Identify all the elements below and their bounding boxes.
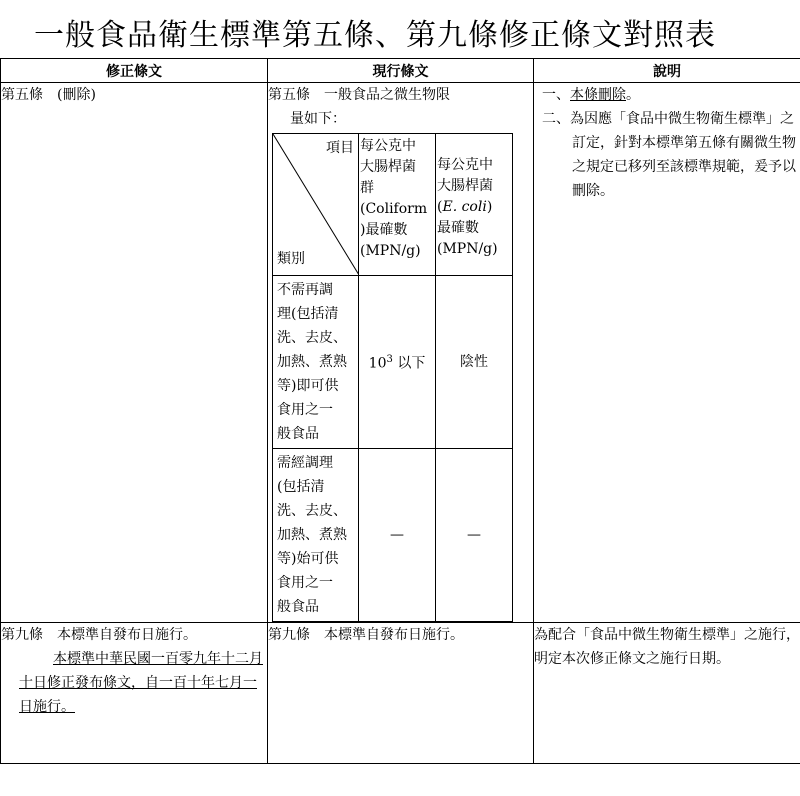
coliform-value-needs-cooking: — bbox=[359, 449, 436, 622]
table-row bbox=[273, 449, 513, 622]
category-label: 類別 bbox=[277, 251, 305, 267]
category-needs-cooking: 需經調理 (包括清 洗、去皮、 加熱、煮熟 等)始可供 食用之一 般食品 bbox=[273, 449, 359, 622]
article9-revised-p1: 第九條 本標準自發布日施行。 bbox=[1, 627, 197, 643]
header-current: 現行條文 bbox=[268, 59, 534, 83]
article5-revised-cell bbox=[1, 83, 268, 623]
article9-explanation-cell bbox=[534, 623, 800, 764]
category-ready-to-eat: 不需再調 理(包括清 洗、去皮、 加熱、煮熟 等)即可供 食用之一 般食品 bbox=[273, 276, 359, 449]
article9-current-text: 第九條 本標準自發布日施行。 bbox=[268, 627, 464, 643]
coliform-header: 每公克中 大腸桿菌 群 (Coliform )最確數 (MPN/g) bbox=[359, 134, 436, 276]
article9-current-cell bbox=[268, 623, 534, 764]
ecoli-value-ready-to-eat: 陰性 bbox=[436, 276, 513, 449]
article9-row bbox=[1, 623, 800, 764]
diagonal-header-cell bbox=[273, 134, 359, 276]
header-revised: 修正條文 bbox=[1, 59, 268, 83]
table-row bbox=[273, 276, 513, 449]
microbe-limit-table bbox=[272, 133, 513, 622]
article9-revised-cell bbox=[1, 623, 268, 764]
item-label: 項目 bbox=[326, 140, 354, 156]
coliform-value-ready-to-eat: $10^3$ 以下 bbox=[359, 276, 436, 449]
ecoli-value-needs-cooking: — bbox=[436, 449, 513, 622]
article5-row bbox=[1, 83, 800, 623]
explanation-item-1: 一、本條刪除。 bbox=[542, 87, 640, 103]
article5-current-cell bbox=[268, 83, 534, 623]
ecoli-italic: E. coli bbox=[442, 199, 487, 215]
article9-revised-p2: 本標準中華民國一百零九年十二月十日修正發布條文，自一百十年七月一日施行。 bbox=[19, 651, 263, 715]
page-title: 一般食品衛生標準第五條、第九條修正條文對照表 bbox=[34, 18, 716, 53]
header-explanation: 說明 bbox=[534, 59, 800, 83]
comparison-table bbox=[0, 58, 800, 764]
header-row bbox=[1, 59, 800, 83]
explanation-item-2: 二、為因應「食品中微生物衛生標準」之訂定，針對本標準第五條有關微生物之規定已移列至該標準規範，爰予以刪除。 bbox=[542, 111, 796, 199]
article9-explanation-text: 為配合「食品中微生物衛生標準」之施行，明定本次修正條文之施行日期。 bbox=[534, 627, 800, 667]
article5-explanation-cell bbox=[534, 83, 800, 623]
article5-current-intro: 第五條 一般食品之微生物限 量如下： bbox=[268, 87, 450, 127]
ecoli-header: 每公克中 大腸桿菌 (E. coli) 最確數 (MPN/g) bbox=[436, 134, 513, 276]
article5-revised-text: 第五條 (刪除) bbox=[1, 87, 96, 103]
